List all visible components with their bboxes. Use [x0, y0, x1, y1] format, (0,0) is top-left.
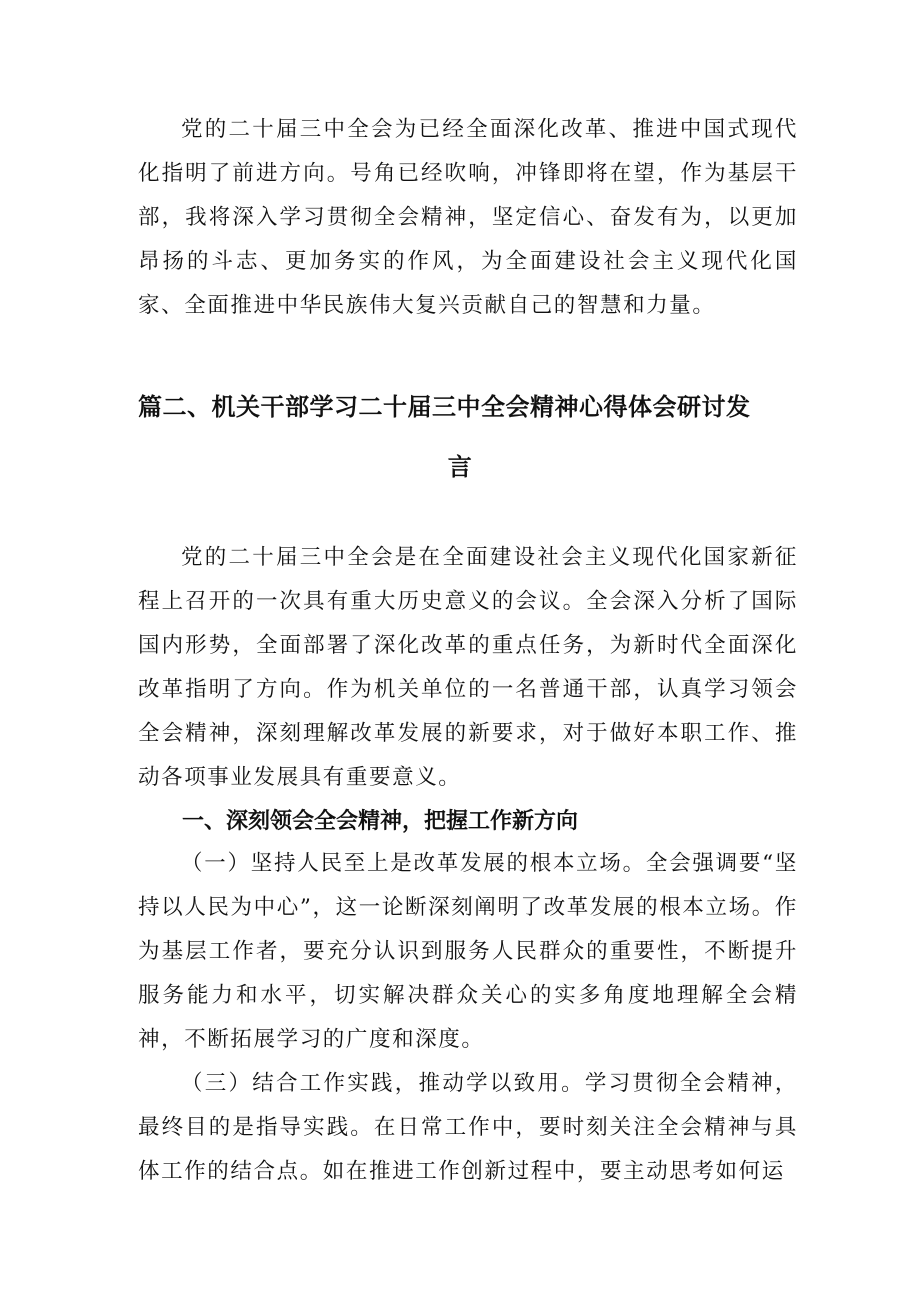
section-heading-line-2: 言 [447, 453, 473, 481]
body-paragraph-3: （三）结合工作实践，推动学以致用。学习贯彻全会精神，最终目的是指导实践。在日常工作中，要时刻关注全会精神与具体工作的结合点。如在推进工作创新过程中，要主动思考如何运 [138, 1071, 798, 1184]
section-heading-line-1: 篇二、机关干部学习二十届三中全会精神心得体会研讨发 [138, 393, 751, 421]
subheading: 一、深刻领会全会精神，把握工作新方向 [182, 809, 579, 834]
intro-paragraph: 党的二十届三中全会为已经全面深化改革、推进中国式现代化指明了前进方向。号角已经吹响，冲锋即将在望，作为基层干部，我将深入学习贯彻全会精神，坚定信心、奋发有为，以更加昂扬的斗志、更加务实的作风，为全面建设社会主义现代化国家、全面推进中华民族伟大复兴贡献自己的智慧和力量。 [138, 117, 798, 318]
body-paragraph-2: （一）坚持人民至上是改革发展的根本立场。全会强调要“坚持以人民为中心”，这一论断深刻阐明了改革发展的根本立场。作为基层工作者，要充分认识到服务人民群众的重要性，不断提升服务能力和水平，切实解决群众关心的实多角度地理解全会精神，不断拓展学习的广度和深度。 [138, 851, 798, 1052]
body-paragraph-1: 党的二十届三中全会是在全面建设社会主义现代化国家新征程上召开的一次具有重大历史意义的会议。全会深入分析了国际国内形势，全面部署了深化改革的重点任务，为新时代全面深化改革指明了方向。作为机关单位的一名普通干部，认真学习领会全会精神，深刻理解改革发展的新要求，对于做好本职工作、推动各项事业发展具有重要意义。 [138, 545, 798, 790]
